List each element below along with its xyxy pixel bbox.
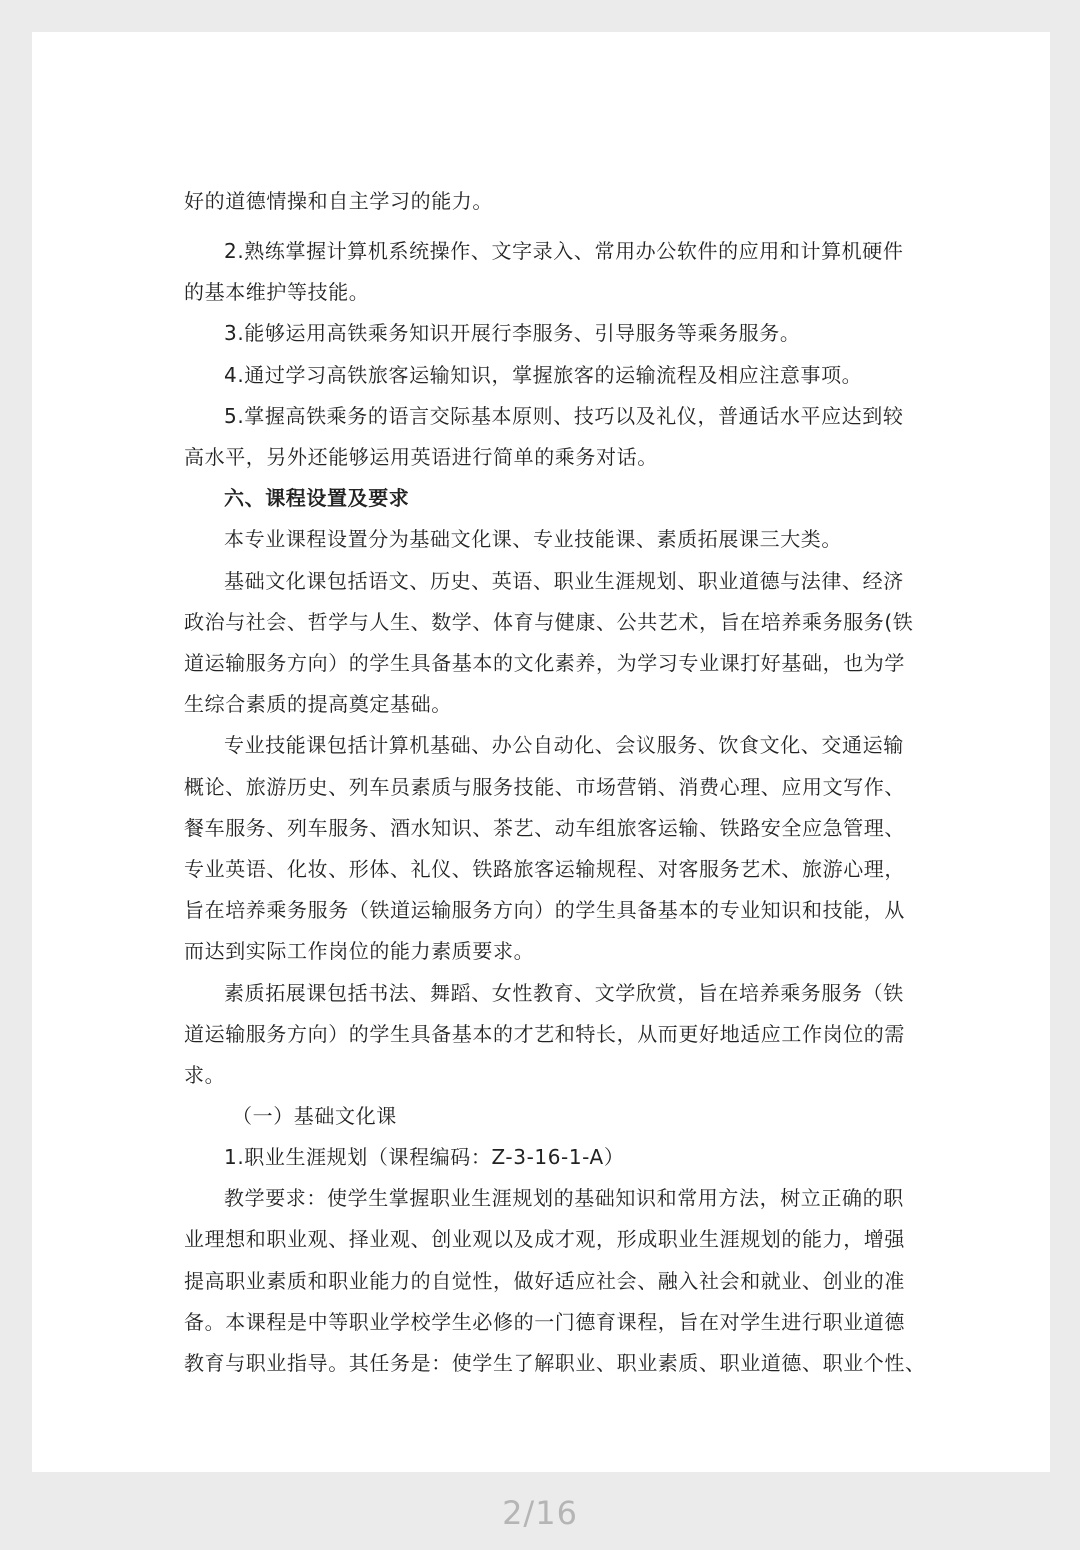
text-line: 5.掌握高铁乘务的语言交际基本原则、技巧以及礼仪，普通话水平应达到较: [224, 404, 904, 428]
text-line: 2.熟练掌握计算机系统操作、文字录入、常用办公软件的应用和计算机硬件: [224, 239, 904, 263]
text-line: 道运输服务方向）的学生具备基本的文化素养，为学习专业课打好基础，也为学: [184, 651, 905, 675]
text-line: 基础文化课包括语文、历史、英语、职业生涯规划、职业道德与法律、经济: [224, 569, 904, 593]
text-line: 备。本课程是中等职业学校学生必修的一门德育课程，旨在对学生进行职业道德: [184, 1310, 905, 1334]
text-line: 道运输服务方向）的学生具备基本的才艺和特长，从而更好地适应工作岗位的需: [184, 1022, 905, 1046]
text-line: 而达到实际工作岗位的能力素质要求。: [184, 939, 535, 963]
text-line: 的基本维护等技能。: [184, 280, 370, 304]
page-indicator: 2/16: [502, 1494, 578, 1532]
text-line: 高水平，另外还能够运用英语进行简单的乘务对话。: [184, 445, 658, 469]
text-line: 政治与社会、哲学与人生、数学、体育与健康、公共艺术，旨在培养乘务服务(铁: [184, 610, 914, 634]
document-page: [32, 32, 1050, 1472]
subsection-heading: （一）基础文化课: [232, 1104, 397, 1128]
section-heading: 六、课程设置及要求: [224, 486, 410, 510]
text-line: 素质拓展课包括书法、舞蹈、女性教育、文学欣赏，旨在培养乘务服务（铁: [224, 981, 904, 1005]
course-title: 1.职业生涯规划（课程编码：Z-3-16-1-A）: [224, 1145, 625, 1169]
text-line: 旨在培养乘务服务（铁道运输服务方向）的学生具备基本的专业知识和技能，从: [184, 898, 905, 922]
text-line: 业理想和职业观、择业观、创业观以及成才观，形成职业生涯规划的能力，增强: [184, 1227, 905, 1251]
text-line: 专业技能课包括计算机基础、办公自动化、会议服务、饮食文化、交通运输: [224, 733, 904, 757]
text-line: 3.能够运用高铁乘务知识开展行李服务、引导服务等乘务服务。: [224, 321, 801, 345]
text-line: 好的道德情操和自主学习的能力。: [184, 189, 493, 213]
text-line: 教学要求：使学生掌握职业生涯规划的基础知识和常用方法，树立正确的职: [224, 1186, 904, 1210]
text-line: 教育与职业指导。其任务是：使学生了解职业、职业素质、职业道德、职业个性、: [184, 1351, 926, 1375]
text-line: 提高职业素质和职业能力的自觉性，做好适应社会、融入社会和就业、创业的准: [184, 1269, 905, 1293]
text-line: 求。: [184, 1063, 226, 1087]
text-line: 4.通过学习高铁旅客运输知识，掌握旅客的运输流程及相应注意事项。: [224, 363, 863, 387]
text-line: 餐车服务、列车服务、酒水知识、茶艺、动车组旅客运输、铁路安全应急管理、: [184, 816, 905, 840]
text-line: 本专业课程设置分为基础文化课、专业技能课、素质拓展课三大类。: [224, 527, 842, 551]
text-line: 专业英语、化妆、形体、礼仪、铁路旅客运输规程、对客服务艺术、旅游心理，: [184, 857, 905, 881]
text-line: 生综合素质的提高奠定基础。: [184, 692, 452, 716]
text-line: 概论、旅游历史、列车员素质与服务技能、市场营销、消费心理、应用文写作、: [184, 775, 905, 799]
